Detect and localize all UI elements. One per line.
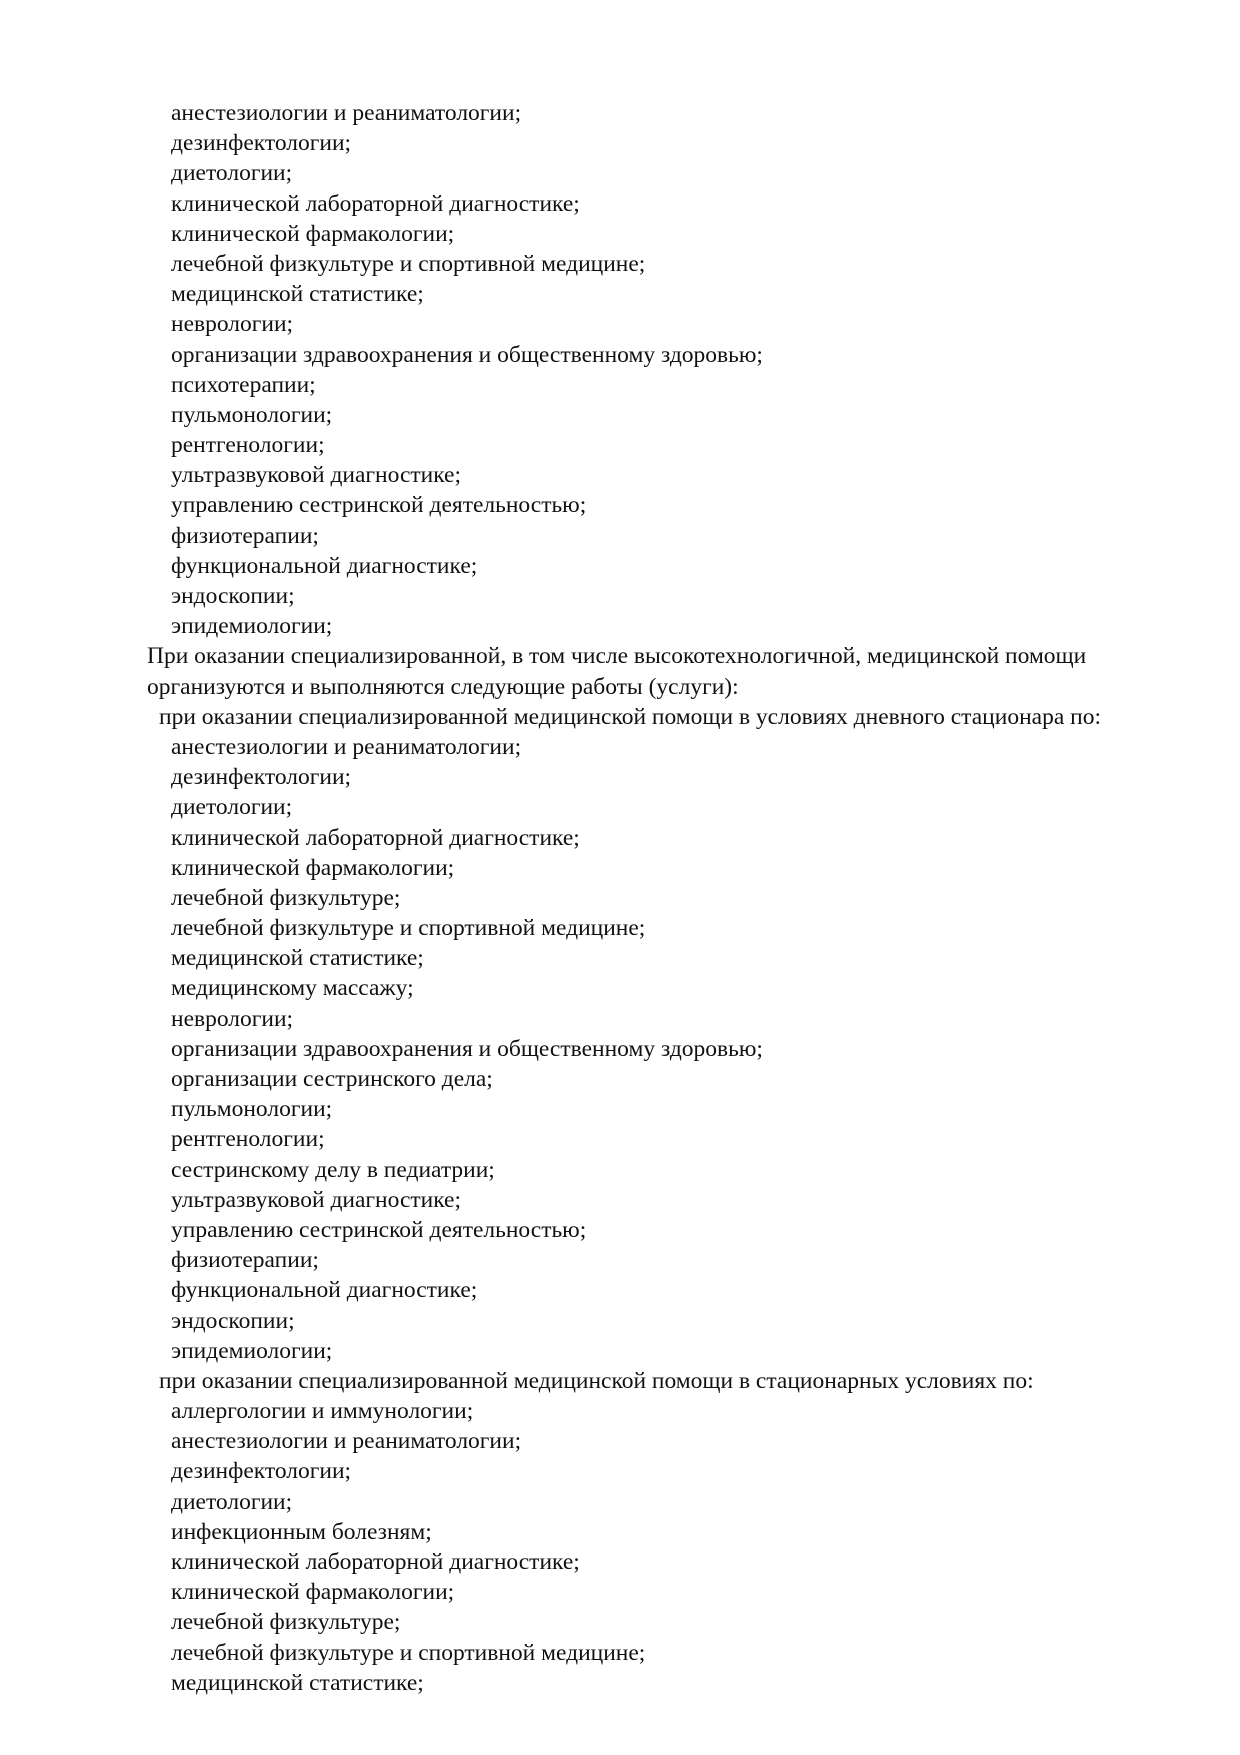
- list-item: сестринскому делу в педиатрии;: [171, 1156, 495, 1183]
- list-item: организации здравоохранения и общественному здоровью;: [171, 1035, 763, 1062]
- list-item: диетологии;: [171, 160, 293, 187]
- list-item: эпидемиологии;: [171, 613, 333, 640]
- list-item: дезинфектологии;: [171, 1458, 352, 1485]
- list-item: анестезиологии и реаниматологии;: [171, 733, 522, 760]
- list-item: пульмонологии;: [171, 401, 333, 428]
- list-item: медицинской статистике;: [171, 281, 424, 308]
- list-item: медицинскому массажу;: [171, 975, 414, 1002]
- list-top: [0, 98, 1240, 641]
- list-item: клинической фармакологии;: [171, 1579, 455, 1606]
- list-item: ультразвуковой диагностике;: [171, 462, 462, 489]
- list-item: анестезиологии и реаниматологии;: [171, 100, 522, 126]
- paragraph-line-1: При оказании специализированной, в том числе высокотехнологичной, медицинской помощи: [147, 643, 1087, 670]
- list-item: физиотерапии;: [171, 522, 319, 549]
- list-item: аллергологии и иммунологии;: [171, 1398, 474, 1425]
- list-item: рентгенологии;: [171, 432, 325, 459]
- list-item: физиотерапии;: [171, 1247, 319, 1274]
- list-day-hospital: [0, 732, 1240, 1366]
- list-item: клинической фармакологии;: [171, 220, 455, 247]
- list-item: неврологии;: [171, 311, 294, 338]
- list-item: медицинской статистике;: [171, 1669, 424, 1696]
- list-item: психотерапии;: [171, 371, 316, 398]
- day-hospital-heading: при оказании специализированной медицинской помощи в условиях дневного стационара по:: [159, 703, 1101, 730]
- list-item: клинической фармакологии;: [171, 854, 455, 881]
- list-item: эпидемиологии;: [171, 1337, 333, 1364]
- paragraph-line-2: организуются и выполняются следующие работы (услуги):: [147, 673, 739, 700]
- list-item: лечебной физкультуре;: [171, 1609, 401, 1636]
- list-item: анестезиологии и реаниматологии;: [171, 1428, 522, 1455]
- list-item: эндоскопии;: [171, 1307, 295, 1334]
- list-item: медицинской статистике;: [171, 945, 424, 972]
- document-page: [0, 98, 1240, 1698]
- list-item: лечебной физкультуре и спортивной медицине;: [171, 1639, 646, 1666]
- list-item: лечебной физкультуре и спортивной медицине;: [171, 250, 646, 277]
- list-item: функциональной диагностике;: [171, 552, 478, 579]
- list-item: диетологии;: [171, 794, 293, 821]
- list-item: рентгенологии;: [171, 1126, 325, 1153]
- list-item: инфекционным болезням;: [171, 1518, 432, 1545]
- list-item: организации сестринского дела;: [171, 1066, 493, 1092]
- list-item: эндоскопии;: [171, 583, 295, 609]
- list-item: управлению сестринской деятельностью;: [171, 492, 587, 519]
- list-inpatient: [0, 1396, 1240, 1698]
- list-item: диетологии;: [171, 1488, 293, 1515]
- list-item: функциональной диагностике;: [171, 1277, 478, 1304]
- list-item: дезинфектологии;: [171, 130, 352, 157]
- list-item: лечебной физкультуре;: [171, 884, 401, 911]
- list-item: ультразвуковой диагностике;: [171, 1186, 462, 1213]
- list-item: дезинфектологии;: [171, 764, 352, 791]
- list-item: лечебной физкультуре и спортивной медицине;: [171, 915, 646, 942]
- inpatient-heading: при оказании специализированной медицинской помощи в стационарных условиях по:: [159, 1367, 1034, 1394]
- list-item: управлению сестринской деятельностью;: [171, 1216, 587, 1243]
- list-item: организации здравоохранения и общественному здоровью;: [171, 341, 763, 368]
- list-item: клинической лабораторной диагностике;: [171, 824, 580, 851]
- list-item: клинической лабораторной диагностике;: [171, 1549, 580, 1575]
- list-item: клинической лабораторной диагностике;: [171, 190, 580, 217]
- list-item: неврологии;: [171, 1005, 294, 1032]
- list-item: пульмонологии;: [171, 1096, 333, 1123]
